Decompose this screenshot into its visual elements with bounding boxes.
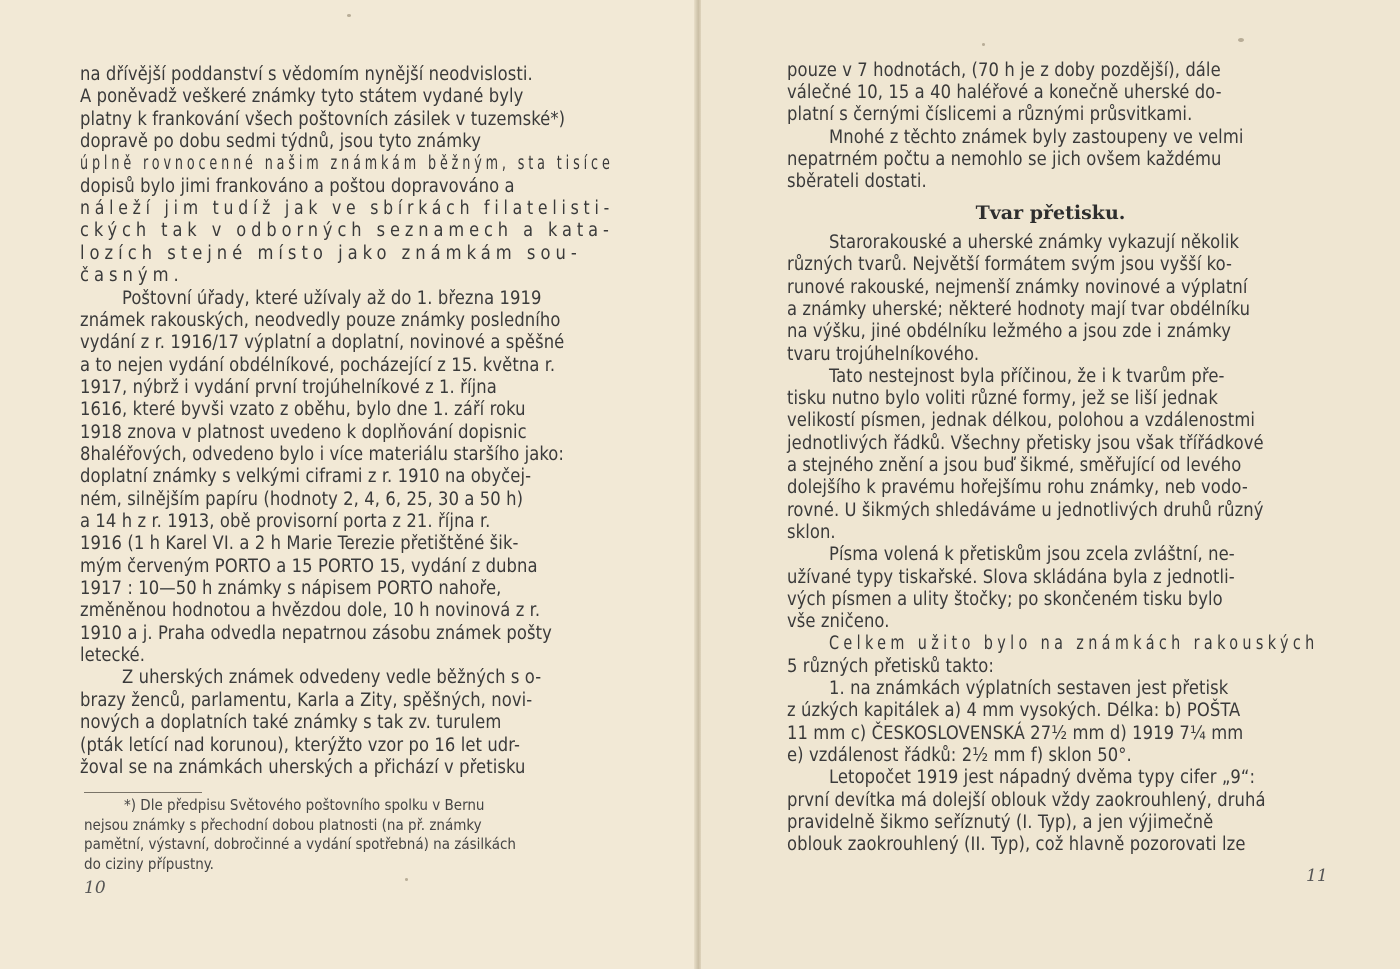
- text-line: válečné 10, 15 a 40 haléřové a konečně uherské do-: [787, 82, 1222, 104]
- right-page: [701, 0, 1400, 969]
- text-line: runové rakouské, nejmenší známky novinové a výplatní: [787, 276, 1248, 298]
- text-line: Poštovní úřady, které užívaly až do 1. března 1919: [122, 287, 542, 309]
- text-line: 1. na známkách výplatních sestaven jest přetisk: [829, 678, 1229, 699]
- text-line: a to nejen vydání obdélníkové, pocházející z 15. května r.: [80, 354, 556, 376]
- text-line: pouze v 7 hodnotách, (70 h je z doby pozdější), dále: [787, 60, 1221, 81]
- text-line: a 14 h z r. 1913, obě provisorní porta z 21. října r.: [80, 511, 491, 532]
- text-line: náleží jim tudíž jak ve sbírkách filatelisti-: [80, 198, 615, 220]
- paper-speck: [405, 878, 408, 881]
- text-line: 1917, nýbrž i vydání první trojúhelníkové z 1. října: [80, 376, 497, 398]
- text-line: Tato nestejnost byla příčinou, že i k tvarům pře-: [829, 365, 1225, 387]
- text-line: Starorakouské a uherské známky vykazují několik: [829, 232, 1240, 253]
- text-line: a známky uherské; některé hodnoty mají tvar obdélníku: [787, 298, 1251, 320]
- text-line: rovné. U šikmých shledáváme u jednotlivých druhů různý: [787, 499, 1264, 521]
- text-line: Celkem užito bylo na známkách rakouských: [829, 633, 1319, 655]
- text-line: sklon.: [787, 521, 836, 543]
- footnote-line: pamětní, výstavní, dobročinné a vydání spotřebná) na zásilkách: [84, 835, 516, 853]
- text-line: sběrateli dostati.: [787, 171, 927, 192]
- text-line: dopisů bylo jimi frankováno a poštou dopravováno a: [80, 175, 515, 197]
- text-line: nových a doplatních také známky s tak zv. turulem: [80, 712, 502, 734]
- section-heading: Tvar přetisku.: [975, 202, 1126, 224]
- text-line: žoval se na známkách uherských a přichází v přetisku: [80, 756, 526, 778]
- text-line: 1916 (1 h Karel VI. a 2 h Marie Terezie přetištěné šik-: [80, 533, 519, 555]
- text-line: dopravě po dobu sedmi týdnů, jsou tyto známky: [80, 131, 482, 153]
- text-line: pravidelně šikmo seříznutý (I. Typ), a jen výjimečně: [787, 811, 1214, 833]
- text-line: 1616, které byvši vzato z oběhu, bylo dne 1. září roku: [80, 399, 526, 421]
- text-line: vých písmen a ulity štočky; po skončeném tisku bylo: [787, 588, 1223, 610]
- text-line: 1917 : 10—50 h známky s nápisem PORTO nahoře,: [80, 578, 502, 600]
- footnote-line: *) Dle předpisu Světového poštovního spolku v Bernu: [124, 796, 485, 814]
- page-number-left: 10: [84, 878, 106, 898]
- text-line: 11 mm c) ČESKOSLOVENSKÁ 27½ mm d) 1919 7¼ mm: [787, 722, 1244, 744]
- text-line: užívané typy tiskařské. Slova skládána byla z jednotli-: [787, 566, 1235, 588]
- footnote-rule: [84, 792, 202, 793]
- text-line: velikostí písmen, jednak délkou, polohou a vzdálenostmi: [787, 410, 1256, 432]
- text-line: 1918 znova v platnost uvedeno k doplňování dopisnic: [80, 421, 527, 443]
- text-line: 5 různých přetisků takto:: [787, 655, 995, 677]
- text-line: Letopočet 1919 jest nápadný dvěma typy cifer „9“:: [829, 767, 1256, 789]
- footnote-line: do ciziny přípustny.: [84, 854, 214, 873]
- text-line: Z uherských známek odvedeny vedle běžných s o-: [122, 667, 542, 689]
- text-line: platní s černými číslicemi a různými průsvitkami.: [787, 104, 1193, 126]
- text-line: na dřívější poddanství s vědomím nynější neodvislosti.: [80, 64, 533, 85]
- text-line: doplatní známky s velkými ciframi z r. 1910 na obyčej-: [80, 466, 532, 488]
- text-line: vše zničeno.: [787, 611, 890, 633]
- footnote-line: nejsou známky s přechodní dobou platnosti (na př. známky: [84, 815, 482, 834]
- text-line: A poněvadž veškeré známky tyto státem vydané byly: [80, 86, 524, 108]
- text-line: mým červeným PORTO a 15 PORTO 15, vydání z dubna: [80, 555, 538, 577]
- text-line: časným.: [80, 265, 184, 287]
- text-line: Mnohé z těchto známek byly zastoupeny ve velmi: [829, 126, 1244, 148]
- text-line: ném, silnějším papíru (hodnoty 2, 4, 6, 25, 30 a 50 h): [80, 488, 524, 510]
- text-line: známek rakouských, neodvedly pouze známky posledního: [80, 309, 561, 331]
- text-line: vydání z r. 1916/17 výplatní a doplatní, novinové a spěšné: [80, 332, 565, 354]
- text-line: různých tvarů. Největší formátem svým jsou vyšší ko-: [787, 254, 1233, 276]
- text-line: úplně rovnocenné našim známkám běžným, sta tisíce: [80, 153, 614, 175]
- text-line: tisku nutno bylo voliti různé formy, jež se liší jednak: [787, 388, 1218, 410]
- text-line: (pták letící nad korunou), kterýžto vzor po 16 let udr-: [80, 734, 520, 756]
- text-line: jednotlivých řádků. Všechny přetisky jsou však třířádkové: [787, 432, 1264, 454]
- text-line: tvaru trojúhelníkového.: [787, 343, 980, 365]
- text-line: platny k frankování všech poštovních zásilek v tuzemské*): [80, 108, 566, 130]
- text-line: a stejného znění a jsou buď šikmé, směřující od levého: [787, 455, 1242, 476]
- text-line: Písma volená k přetiskům jsou zcela zvláštní, ne-: [829, 544, 1235, 566]
- text-line: letecké.: [80, 645, 145, 667]
- text-line: první devítka má dolejší oblouk vždy zaokrouhlený, druhá: [787, 789, 1266, 811]
- text-line: z úzkých kapitálek a) 4 mm vysokých. Délka: b) POŠTA: [787, 700, 1241, 722]
- text-line: 1910 a j. Praha odvedla nepatrnou zásobu známek pošty: [80, 622, 552, 644]
- text-line: oblouk zaokrouhlený (II. Typ), což hlavně pozorovati lze: [787, 834, 1246, 856]
- text-line: dolejšího k pravému hořejšímu rohu známky, neb vodo-: [787, 477, 1248, 499]
- page-number-right: 11: [1306, 866, 1328, 886]
- text-line: lozích stejné místo jako známkám sou-: [80, 242, 582, 264]
- text-line: ckých tak v odborných seznamech a kata-: [80, 220, 614, 242]
- paper-speck: [347, 14, 351, 17]
- text-line: e) vzdálenost řádků: 2½ mm f) sklon 50°.: [787, 744, 1132, 766]
- left-page: [0, 0, 698, 969]
- text-line: nepatrném počtu a nemohlo se jich ovšem každému: [787, 148, 1222, 170]
- paper-speck: [982, 43, 985, 46]
- paper-speck: [1238, 38, 1244, 42]
- text-line: 8haléřových, odvedeno bylo i více materiálu staršího jako:: [80, 443, 565, 465]
- text-line: brazy ženců, parlamentu, Karla a Zity, spěšných, novi-: [80, 689, 533, 711]
- text-line: změněnou hodnotou a hvězdou dole, 10 h novinová z r.: [80, 600, 541, 622]
- text-line: na výšku, jiné obdélníku ležmého a jsou zde i známky: [787, 321, 1231, 343]
